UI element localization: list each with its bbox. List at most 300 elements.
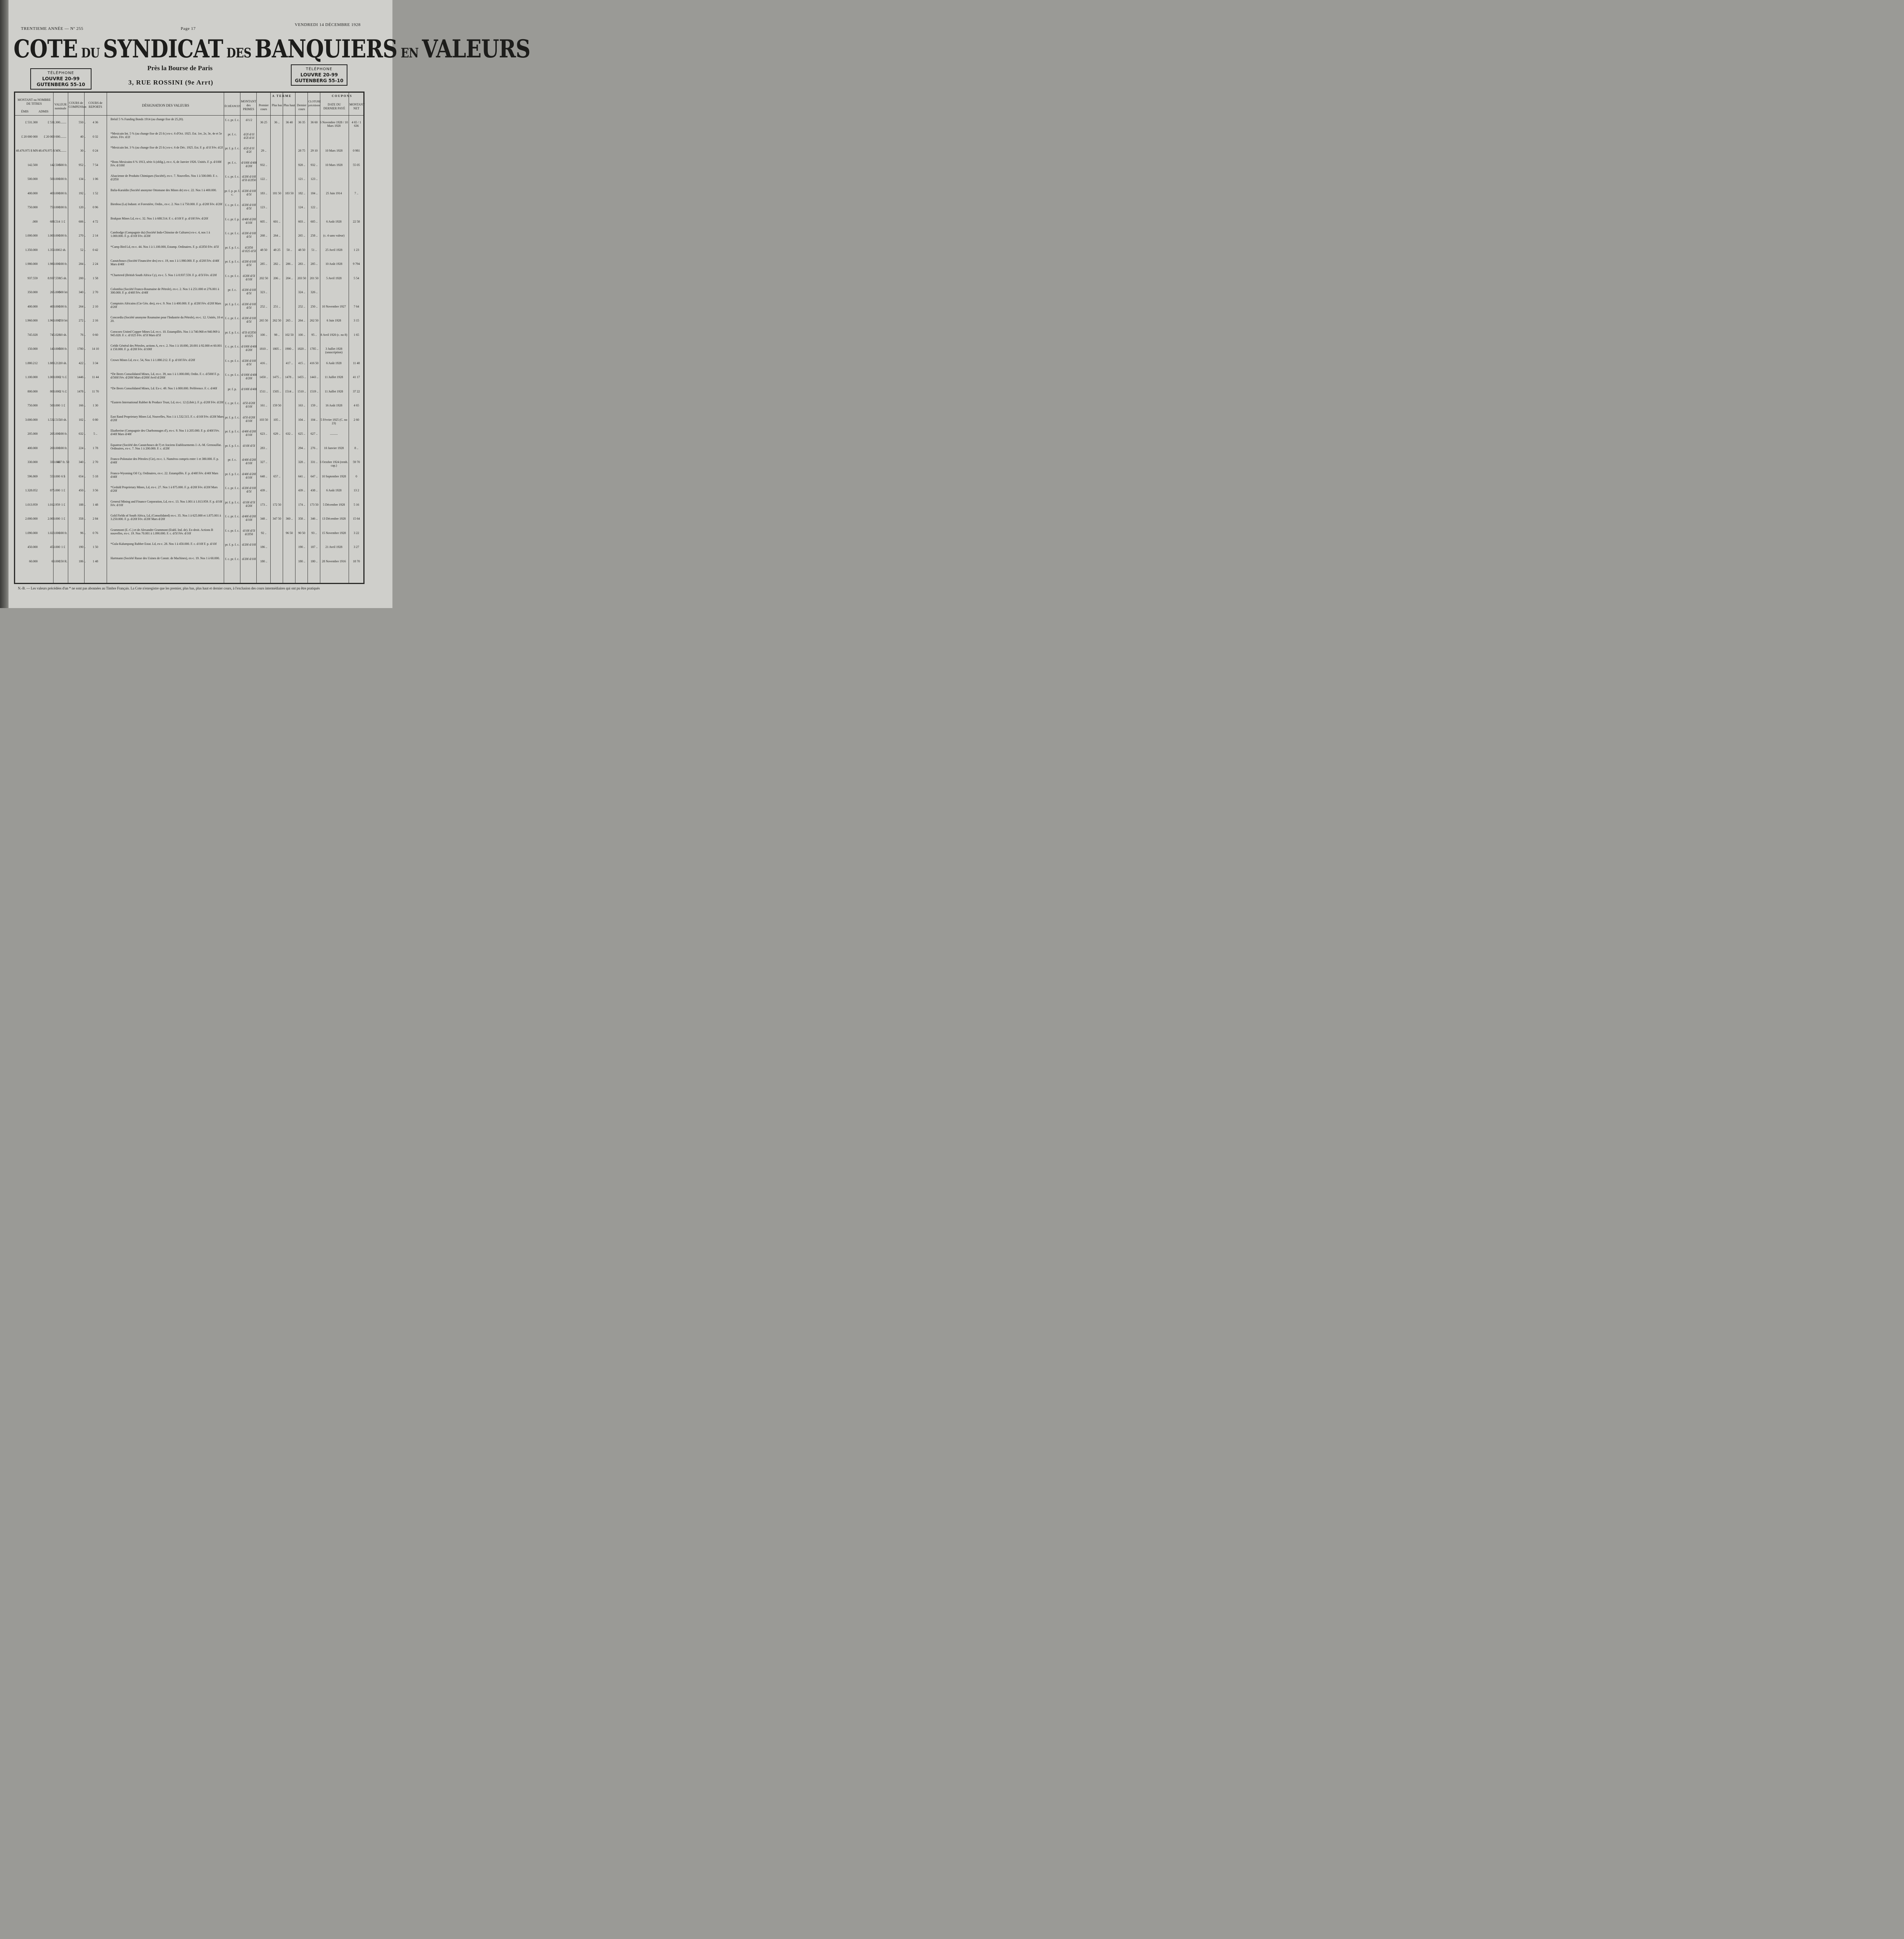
cell-ech: pr. f. p. f. c. [225,415,240,419]
cell-cours: 200 .. [79,276,86,280]
cell-des: Cambodge (Compagnie du) (Société Indo-Chinoise de Cultures) ex-c. 4, nos 1 à 1.000.000. F. p. d/10f Fév. d/20f [111,231,210,238]
cell-cours: 102 .. [79,418,86,422]
cell-emis: 1.328.052 [25,489,38,492]
cell-emis: 2.000.000 [25,517,38,520]
cell-dern: 203 50 [297,276,306,280]
cell-prem: 648 .. [260,474,267,478]
cell-haut: 286 .. [286,262,293,266]
cell-prem: 122 .. [260,177,267,181]
cell-admis: 500.000 [50,177,60,181]
cell-mont: 18 70 [353,559,360,563]
cell-bas: 1505 .. [273,389,281,393]
cell-prime: d/10f d/5f d/2f50 [243,529,255,536]
cell-date [319,135,349,147]
cell-bas: 206 .. [273,276,280,280]
cell-emis: 1.100.000 [25,375,38,379]
cell-cours: 284 .. [79,262,86,266]
cell-date: 11 Juillet 1928 [325,389,343,393]
cell-des: *Mexicain Int. 3 % (au change fixe de 25 fr.) ex-c. 6 de Déc. 1925. Est. F. p. d/1f Fév. d/2f [111,146,223,149]
table-row [15,216,363,230]
cell-clot: 180 .. [311,559,318,563]
cell-val: 10 sh. [59,418,67,422]
cell-des: *De Beers Consolidated Mines, Ld. Ex-c. 49. Nos 1 à 800.000. Préférence. F. c. d/40f [111,386,217,390]
cell-emis: 596.869 [28,474,38,478]
cell-clot: 201 50 [310,276,318,280]
cell-date: 8 Avril 1920 (c. no 8) [320,333,347,337]
cell-des: Crédit Général des Pétroles, actions A, ex-c. 2. Nos 1 à 18.000, 20.001 à 92.000 et 60.001 à 150.000. F. p. d/20f Fév. d/100f [111,344,222,351]
col-designation: DÉSIGNATION DES VALEURS [142,104,189,107]
cell-admis: £ 20 000 000 [44,135,60,138]
cell-clot: 1785 .. [310,347,318,351]
cell-mont: 37 22 [353,389,360,393]
cell-admis: 8.937.559 [48,276,60,280]
cell-mont: 4 65 / 1 636 [351,121,361,128]
cell-cours: 1446 .. [77,375,86,379]
table-row [15,442,363,456]
cell-val: 1 £ [61,545,65,549]
cell-date: 16 Août 1928 [325,404,342,407]
table-row [15,372,363,385]
cell-ech: f. c. pr. f. c. [225,359,240,363]
cell-prem: 283 .. [260,446,267,450]
table-row [15,541,363,555]
table-row [15,471,363,485]
cell-clot: 36 60 [311,121,318,124]
cell-des: Alsacienne de Produits Chimiques (Société), ex-c. 7. Nouvelles. Nos 1 à 500.000. F. c. d/2f50 [111,174,218,181]
cell-val: 100 fr. [59,177,67,181]
cell-dern: 190 .. [298,545,305,549]
cell-val: 100 fr. [59,191,67,195]
cell-des: Hartmann (Société Russe des Usines de Constr. de Machines), ex-c. 19. Nos 1 à 60.000. [111,556,220,560]
table-row [15,202,363,216]
cell-val: 1 £ [61,219,65,223]
cell-haut: 102 50 [285,333,294,337]
cell-haut: 96 50 [286,531,293,535]
quotation-table [14,92,365,584]
cell-bas: 1805 .. [273,347,281,351]
cell-clot: 29 10 [311,149,318,152]
cell-prem: 1810 .. [259,347,268,351]
cell-prime: d/10f d/5f d/20f [243,500,255,508]
cell-val: 2 ½ £ [60,389,67,393]
col-primes: MONTANT des PRIMES [241,100,256,111]
cell-cours: 76 .. [80,333,86,337]
cell-des: Crown Mines Ld, ex-c. 54, Nos 1 à 1.880.212. F. p. d/10f Fév. d/20f [111,358,195,362]
cell-admis: 1.000.000 [48,234,60,237]
cell-dern: 1510 .. [297,389,306,393]
table-row [15,287,363,301]
cell-emis: £ 20 000 000 [21,135,38,138]
cell-prem: 1511 .. [259,389,268,393]
cell-clot: 326 .. [311,290,318,294]
cell-prem: 36 25 [260,121,267,124]
table-row [15,273,363,287]
cell-rep: 1 48 [93,503,98,506]
cell-ech: f. c. pr. f. c. [225,529,240,532]
cell-prime: d/20f d/10f d/5f [242,288,256,295]
cell-rep: 3 34 [93,361,98,365]
cell-rep: 2 14 [93,234,98,237]
cell-ech: pr. f. p. f. c. [225,260,240,263]
cell-date: 6 Juin 1928 [327,319,341,322]
cell-rep: 5 .. [93,432,97,435]
cell-mont: 3 22 [354,531,359,535]
cell-emis: 400.000 [28,446,38,450]
cell-prem: 100 .. [260,333,267,337]
cell-admis: 750.000 [50,206,60,209]
cell-mont [349,206,363,217]
cell-val: 500 lei [59,290,67,294]
cell-clot: 932 .. [311,163,318,167]
cell-clot: 250 .. [311,304,318,308]
col-plus-bas: Plus bas [271,104,282,107]
cell-rep: 2 16 [93,319,98,322]
cell-prime: d/20f d/10f d/5f [242,203,256,210]
cell-des: *Gula-Kalumpong Rubber Estat. Ld, ex-c. 28. Nos 1 à 450.000. F. c. d/10f F. p. d/10f [111,542,217,546]
cell-bas: 105 .. [273,418,280,422]
table-row [15,556,363,570]
col-montant: MONTANT ou NOMBRE DE TITRES [17,98,51,105]
cell-mont: 3 27 [354,545,359,549]
cell-prem: 183 .. [260,191,267,195]
cell-ech: f. c. pr. f. c. [225,203,240,207]
cell-dern: 1455 .. [297,375,306,379]
cell-cours: 272 .. [79,319,86,322]
cell-des: Ekatherine (Compagnie des Charbonnages d'), ex-c. 9. Nos 1 à 205.000. F. p. d/40f Fév. d/40f Mars d/40f [111,429,220,436]
cell-admis: 1.980.000 [48,262,60,266]
cell-ech: pr. f. p. f. c. [225,430,240,433]
cell-date: 6 Octobre 1924 (remb. cap.) [320,460,348,467]
cell-prem: 180 .. [260,559,267,563]
cell-ech: pr. f. p. f. c. [225,500,240,504]
page-number: Page 17 [181,26,196,31]
col-reports: COURS de REPORTS [88,101,103,109]
cell-mont: 59 70 [353,460,360,464]
cell-admis: 1.880.212 [48,361,60,365]
cell-date: 5 Avril 1928 [326,276,342,280]
cell-rep: 1 48 [93,559,98,563]
cell-admis: 142.500 [50,163,60,167]
cell-emis: 745.028 [28,333,38,337]
cell-cours: 654 .. [79,474,86,478]
cell-bas: 629 .. [273,432,280,435]
cell-emis: 1.980.000 [25,262,38,266]
cell-dern: 324 .. [298,290,305,294]
cell-ech: pr. f. p. f. c. [225,472,240,476]
cell-val: 15 sh. [59,276,67,280]
cell-dern: 283 .. [298,262,305,266]
cell-prem: 932 .. [260,163,267,167]
cell-val: 500 fr. [59,163,67,167]
cell-haut: 632 .. [286,432,293,435]
cell-clot: 346 .. [311,517,318,520]
cell-cours: 40 .. [80,135,86,138]
cell-haut: 183 50 [285,191,294,195]
cell-clot: 647 .. [311,474,318,478]
cell-prime: d/20f d/10f d/5f [242,232,256,238]
cell-rep: 0 76 [93,531,98,535]
cell-cours: 340 .. [79,290,86,294]
cell-prem: 265 50 [259,319,268,322]
cell-bas: 251 .. [273,304,280,308]
cell-clot: 122 .. [311,206,318,209]
cell-date: 5 Février 1925 (C. no 23) [320,418,347,425]
cell-admis: £ 531.300 [48,121,60,124]
cell-haut: 36 40 [286,121,293,124]
cell-date: 28 Novembre 1916 [322,559,346,563]
header-rule [15,115,363,116]
cell-des: Brésil 5 % Funding Bonds 1914 (au change fixe de 25,20). [111,118,184,121]
cell-mont: 0 981 [353,149,360,152]
table-row [15,244,363,258]
cell-ech: f. c. pr. f. c. [225,316,240,320]
table-row [15,513,363,527]
cell-rep: 4 72 [93,219,98,223]
cell-rep: 0 24 [93,149,98,152]
cell-prime: d/2f d/1f d/2l d/1f [244,132,254,140]
cell-des: Grammont (E.-C.) et de Alexandre Grammont (Etabl. Ind. de). Ex-droit. Actions B nouvelles, ex-c. 19. Nos 70.001 à 1.090.000. F. c. d/5f Fév. d/10f [111,528,213,535]
cell-rep: 3 56 [93,489,98,492]
cell-prime: d/5f d/20f d/10f [243,415,255,423]
cell-prem: 327 .. [260,460,267,464]
cell-date: 11 Juillet 1928 [325,375,343,379]
cell-ech: pr. f. p. f. c. [225,147,240,150]
cell-admis: 450.000 [50,545,60,549]
cell-val: ........ [60,135,66,138]
cell-val: ........ [60,121,66,124]
cell-mont: 55 05 [353,163,360,167]
cell-mont [349,135,363,147]
cell-admis: 1.350.000 [48,248,60,252]
cell-mont: 11 48 [353,361,360,365]
cell-val: 10 sh. [59,361,67,365]
cell-dern: 358 .. [298,517,305,520]
cell-mont [349,432,363,444]
cell-des: East Rand Proprietary Mines Ld, Nouvelles, Nos 1 à 1.532.515. F. c. d/10f Fév. d/20f Mars d/20f [111,415,224,422]
cell-prem: 323 .. [260,290,267,294]
cell-emis: 60.000 [29,559,38,563]
cell-mont: 5 54 [354,276,359,280]
cell-mont: 4 65 [354,404,359,407]
cell-dern: 36 35 [298,121,305,124]
cell-date: 5 Décembre 1928 [323,503,345,506]
table-row [15,159,363,173]
cell-prem: 252 .. [260,304,267,308]
cell-date: 6 Août 1928 [326,219,342,223]
cell-mont: 22 58 [353,219,360,223]
cell-emis: 450.000 [28,545,38,549]
cell-des: *Geduld Proprietary Mines, Ld, ex-c. 27. Nos 1 à 875.000. F. p. d/20f Fév. d/20f Mars d/20f [111,486,218,493]
cell-ech: f. c. pr. f. c. [225,486,240,490]
cell-clot: 159 .. [311,404,318,407]
cell-prem: 173 .. [260,503,267,506]
cell-dern: 180 .. [298,559,305,563]
cell-admis: 1.960.000 [48,319,60,322]
col-montant-net: MONTANT NET [349,103,365,110]
table-row [15,329,363,343]
cell-dern: 28 75 [298,149,305,152]
cell-mont: 5 16 [354,503,359,506]
table-row [15,258,363,272]
cell-prime: d/100f d/40f d/20f [241,161,257,168]
cell-emis: 1.880.212 [25,361,38,365]
cell-val: 100 fr. [59,304,67,308]
table-row [15,456,363,470]
col-admis: ADMIS [38,110,48,113]
cell-rep: 11 70 [92,389,99,393]
cell-rep: 4 36 [93,121,98,124]
cell-cours: 358 .. [79,517,86,520]
cell-prime: d/40f d/20f d/10f [242,217,256,225]
cell-bas: 1475 .. [273,375,281,379]
cell-rep: 1 52 [93,191,98,195]
cell-clot: 187 .. [311,545,318,549]
cell-prime: d/20f d/5f d/10f [243,274,255,281]
cell-cours: 422 .. [79,361,86,365]
cell-rep: 2 70 [93,460,98,464]
cell-val: 2 sh. [60,248,66,252]
cell-val: 1 £ [61,404,65,407]
cell-cours: 952 .. [79,163,86,167]
cell-dern: 90 50 [298,531,305,535]
cell-rep: 7 54 [93,163,98,167]
cell-rep: 0 60 [93,333,98,337]
cell-admis: 400.000 [50,191,60,195]
cell-dern: 163 .. [298,404,305,407]
cell-prime: d/20f d/10f d/5f [242,486,256,493]
col-emis: ÉMIS [21,110,29,113]
cell-prem: 1450 .. [259,375,268,379]
cell-prime: d/2f50 d/1f25 d/5f [242,245,256,253]
cell-prem: 186 .. [260,545,267,549]
cell-clot: 184 .. [311,191,318,195]
cell-admis: 800.000 [50,389,60,393]
cell-des: Bienboa (La) Industr. et Forestière, Ordin., ex-c. 2. Nos 1 à 750.000. F. p. d/20f Fév. d/20f [111,202,223,206]
cell-rep: 2 24 [93,262,98,266]
cell-bas: 601 .. [273,219,280,223]
cell-ech: pr. f. p. f. c. [225,444,240,448]
cell-dern: 603 .. [298,219,305,223]
cell-ech: pr. f. p. f. c. [225,302,240,306]
cell-cours: 1478 .. [77,389,86,393]
cell-prime: d/40f d/20f d/10f [242,430,256,437]
cell-val: 6 $ [61,474,65,478]
cell-des: Balia-Karaïdin (Société anonyme Ottomane des Mines de) ex-c. 22. Nos 1 à 400.000. [111,188,217,192]
cell-prime: d/40f d/20f d/10f [242,458,256,465]
cell-val: 250 lei [59,319,67,322]
cell-prime: d/40f d/20f d/10f [242,472,256,479]
cell-bas: 264 .. [273,234,280,237]
cell-clot: 605 .. [311,219,318,223]
cell-val: 500 fr. [59,347,67,351]
cell-ech: f. c. pr. f. c. [225,373,240,377]
cell-cours: 190 .. [79,545,86,549]
cell-date: 6 Août 1928 [326,489,342,492]
cell-val: 100 fr. [59,206,67,209]
cell-ech: f. c. pr. f. c. [225,515,240,518]
cell-haut: 204 .. [286,276,293,280]
cell-des: *Chartered (British South Africa Cy), ex-c. 5. Nos 1 à 8.937.559. F. p. d/5f Fév. d/20f [111,273,217,277]
cell-emis: 1.013.959 [25,503,38,506]
cell-val: 100 fr. [59,531,67,535]
cell-date: 10 Août 1928 [325,262,342,266]
cell-prem: 623 .. [260,432,267,435]
table-row [15,131,363,145]
cell-bas: 172 50 [273,503,281,506]
table-row [15,145,363,159]
cell-val: 100 fr. [59,432,67,435]
cell-prime: d/100f d/40f d/20f [241,373,257,380]
col-cours: COURS de COMPENSon [69,101,86,109]
table-row [15,414,363,428]
cell-des: Gold Fields of South Africa, Ld, (Consolidated) ex-c. 35. Nos 1 à 625.000 et 1.875.001 à 3.250.000. F. p. d/20f Fév. d/20f Mars d/20f [111,514,221,521]
cell-prem: 103 50 [259,418,268,422]
cell-des: Colombia (Société Franco-Roumaine de Pétrole), ex-c. 2. Nos 1 à 251.000 et 276.001 à 300.000. F. p. d/40f Fév. d/40f [111,287,219,294]
cell-clot: 262 50 [310,319,318,322]
cell-emis: 800.000 [28,389,38,393]
cell-prime: d/5f d/2f50 d/1f25 [242,330,256,338]
table-row [15,343,363,357]
cell-prem: 202 50 [259,276,268,280]
cell-des: *Eastern International Rubber & Produce Trust, Ld, ex-c. 12 (Libér.). F. p. d/20f Fév. d/20f [111,401,224,404]
cell-emis: 1.960.000 [25,319,38,322]
cell-dern: 264 .. [298,319,305,322]
col-premier: Premier cours [259,104,269,111]
cell-clot: 276 .. [311,446,318,450]
cell-dern: 100 .. [298,333,305,337]
cell-bas: 262 50 [273,319,281,322]
cell-prem: 48 50 [260,248,267,252]
cell-rep: 2 70 [93,290,98,294]
cell-val: 100 fr. [59,262,67,266]
cell-admis: 1.012.959 [48,503,60,506]
cell-emis: 1.090.000 [25,531,38,535]
cell-bas: 48 25 [273,248,280,252]
cell-clot: 1519 .. [310,389,318,393]
cell-mont: 13 2 [354,489,359,492]
cell-prem: 416 .. [260,361,267,365]
cell-clot: 95 .. [311,333,317,337]
cell-prem: 123 .. [260,206,267,209]
cell-clot: 416 50 [310,361,318,365]
cell-prem: 92 .. [261,531,266,535]
cell-clot: 627 .. [311,432,318,435]
cell-mont: 15 64 [353,517,360,520]
cell-cours: 96 .. [80,531,86,535]
cell-val: 1 £ [61,489,65,492]
cell-rep: 2 10 [93,304,98,308]
cell-admis: 1.020.000 [48,531,60,535]
cell-ech: f. c. pr. f. c. [225,118,240,122]
cell-prem: 605 .. [260,219,267,223]
cell-ech: pr. f. c. [228,458,237,461]
cell-des: *Mexicain Int. 5 % (au change fixe de 25 fr.) ex-c. 6 d'Oct. 1925. Est. 1re, 2e, 3e, 4e et 5e séries. Fév. d/2f [111,131,222,139]
cell-prime: d/20f d/10f [242,543,256,546]
cell-emis: 500.000 [28,177,38,181]
cell-date: 10 Mars 1928 [325,149,343,152]
cell-des: *Camp Bird Ld, ex-c. 44. Nos 1 à 1.100.000, Estamp. Ordinaires. F. p. d/2f50 Fév. d/5f [111,245,219,249]
cell-prime: d/5f d/20f d/10f [243,401,255,408]
cell-prime: d/20f d/10f d/5f [242,302,256,309]
cell-cours: 550 .. [79,121,86,124]
cell-admis: 2.000.000 [48,517,60,520]
cell-bas: 657 .. [273,474,280,478]
cell-cours: 632 .. [79,432,86,435]
cell-dern: 48 50 [298,248,305,252]
cell-bas: 282 .. [273,262,280,266]
cell-val: 100 fr. [59,234,67,237]
cell-emis: 750.000 [28,206,38,209]
